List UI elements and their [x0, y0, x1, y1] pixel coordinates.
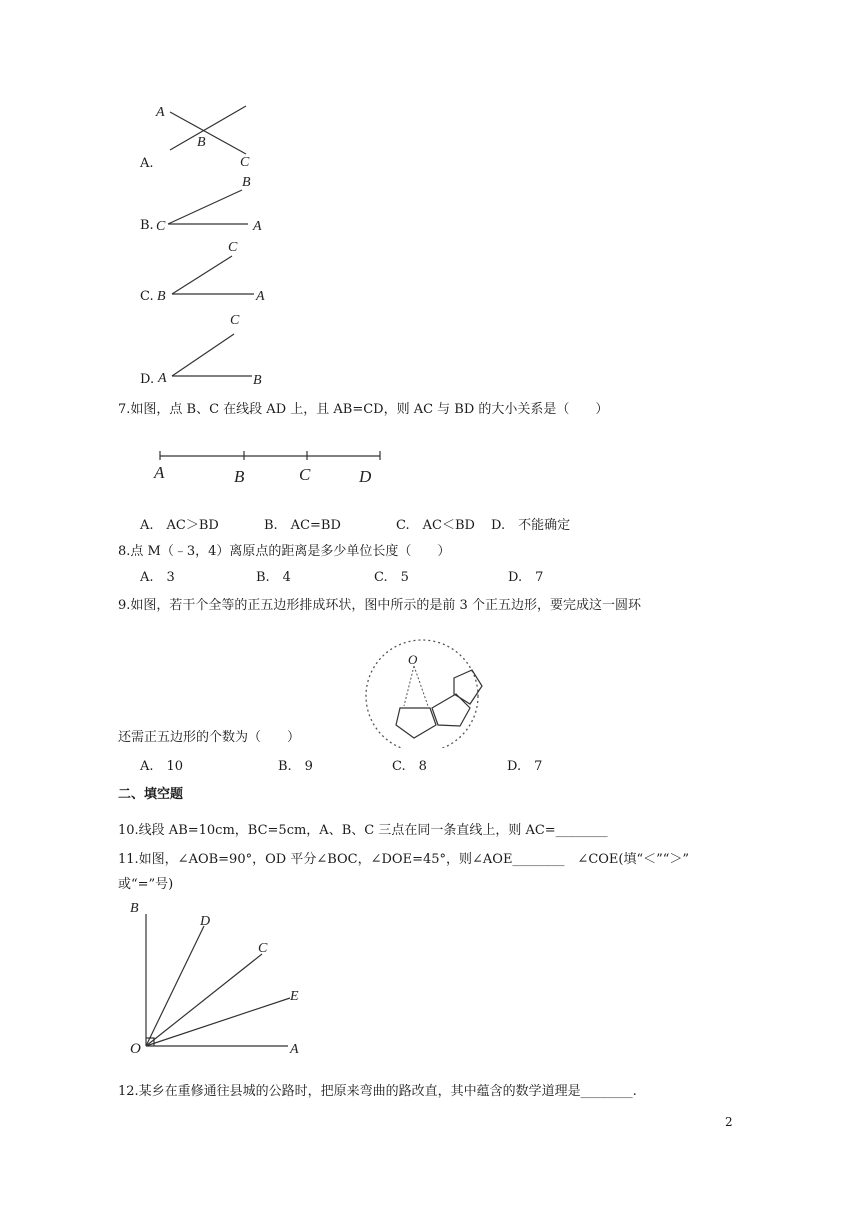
q9-stem-continued: 还需正五边形的个数为（ ） [118, 730, 301, 745]
q11-point-c: C [258, 941, 268, 956]
q6b-point-2: B [242, 175, 251, 190]
q6d-point-2: C [230, 313, 240, 328]
q6a-point-2: B [197, 135, 206, 150]
q7-option-d: D. 不能确定 [491, 518, 571, 533]
q9-option-c: C. 8 [392, 759, 427, 774]
q6-option-b-letter: B. [140, 218, 154, 233]
q6c-point-3: A [256, 289, 265, 304]
q6c-point-1: B [157, 289, 166, 304]
q9-pentagon-ring-figure [360, 620, 500, 748]
page-number: 2 [725, 1115, 733, 1129]
q9-option-a: A. 10 [140, 759, 184, 774]
q6-option-a-letter: A. [140, 156, 154, 171]
q8-option-c: C. 5 [374, 570, 409, 585]
q7-point-d: D [359, 467, 372, 486]
q11-angle-figure [126, 900, 316, 1060]
q6b-point-1: C [156, 219, 166, 234]
q7-point-b: B [234, 467, 245, 486]
q11-point-o: O [130, 1041, 141, 1057]
q11-point-a: A [290, 1042, 299, 1057]
q6c-point-2: C [228, 240, 238, 255]
q9-stem: 9.如图，若干个全等的正五边形排成环状，图中所示的是前 3 个正五边形，要完成这一圆环 [118, 598, 641, 613]
q12-text: 12.某乡在重修通往县城的公路时，把原来弯曲的路改直，其中蕴含的数学道理是________. [118, 1084, 637, 1099]
q11-point-e: E [290, 989, 299, 1004]
q11-point-b: B [130, 901, 139, 916]
q6a-point-1: A [156, 105, 165, 120]
q6-option-d-figure [150, 308, 270, 388]
q7-point-c: C [299, 465, 311, 484]
q8-option-d: D. 7 [508, 570, 544, 585]
q9-center-label: O [408, 652, 418, 667]
q6-option-d-letter: D. [140, 372, 155, 387]
section-title-fill-in: 二、填空题 [118, 787, 184, 802]
q8-option-a: A. 3 [140, 570, 175, 585]
q9-option-b: B. 9 [278, 759, 313, 774]
q7-option-b: B. AC=BD [264, 518, 341, 533]
q6-option-b-figure [150, 172, 270, 234]
q11-line2: 或“=”号) [118, 877, 174, 892]
q7-point-a: A [154, 463, 165, 482]
q6b-point-3: A [253, 219, 262, 234]
q6d-point-1: A [158, 371, 167, 386]
q6-option-c-figure [150, 236, 270, 304]
q6a-point-3: C [240, 155, 250, 170]
q7-segment-figure [150, 444, 390, 488]
q9-option-d: D. 7 [507, 759, 543, 774]
q10-text: 10.线段 AB=10cm，BC=5cm，A、B、C 三点在同一条直线上，则 AC=________ [118, 823, 608, 838]
q8-stem: 8.点 M（﹣3，4）离原点的距离是多少单位长度（ ） [118, 544, 451, 559]
q6-option-a-figure [150, 98, 260, 170]
q11-line1: 11.如图，∠AOB=90°，OD 平分∠BOC，∠DOE=45°，则∠AOE________ ∠COE(填“＜”“＞” [118, 852, 690, 867]
q7-stem: 7.如图，点 B、C 在线段 AD 上，且 AB=CD，则 AC 与 BD 的大小关系是（ ） [118, 402, 609, 417]
q7-option-a: A. AC＞BD [140, 518, 219, 533]
q8-option-b: B. 4 [256, 570, 291, 585]
q6d-point-3: B [253, 373, 262, 388]
q11-point-d: D [200, 914, 211, 929]
q6-option-c-letter: C. [140, 289, 154, 304]
q7-option-c: C. AC＜BD [396, 518, 475, 533]
